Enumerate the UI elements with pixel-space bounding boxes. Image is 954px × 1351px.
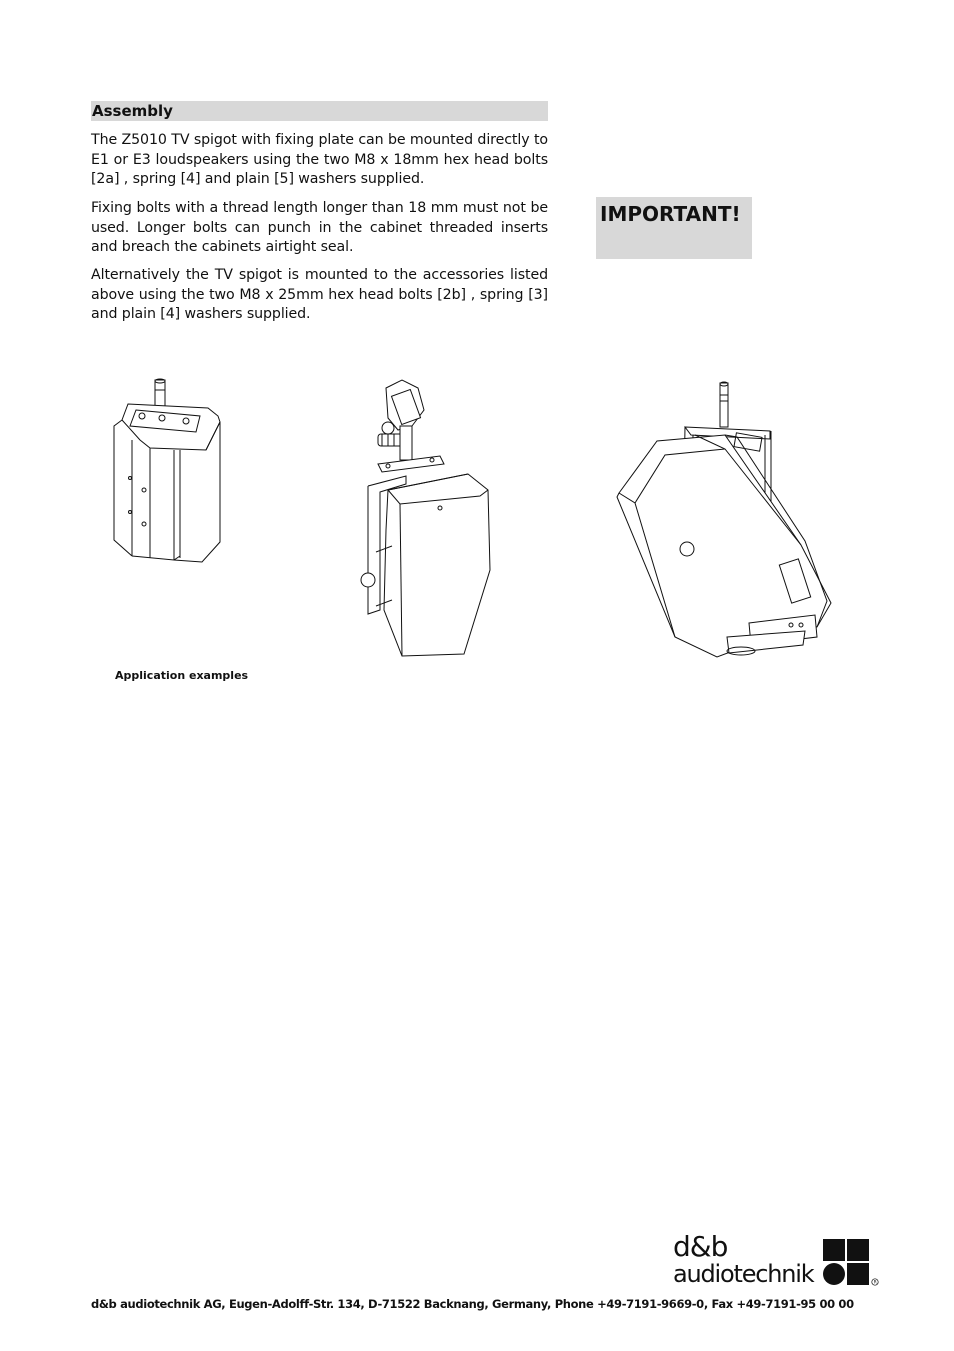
- company-logo-icon: [822, 1238, 880, 1288]
- svg-text:R: R: [873, 1280, 877, 1286]
- footer-address: d&b audiotechnik AG, Eugen-Adolff-Str. 134, D-71522 Backnang, Germany, Phone +49-7191-9669-0, Fax +49-7191-95 00 00: [91, 1297, 854, 1311]
- tilted-loudspeaker-illustration: [605, 375, 840, 670]
- loudspeaker-clamp-bracket-illustration: [340, 370, 500, 660]
- logo-text-db: d&b: [673, 1230, 728, 1263]
- loudspeaker-spigot-illustration: [100, 370, 230, 580]
- logo-text-audiotechnik: audiotechnik: [673, 1260, 814, 1288]
- paragraph-mounting: The Z5010 TV spigot with fixing plate can be mounted directly to E1 or E3 loudspeakers using the two M8 x 18mm hex head bolts [2a] , spring [4] and plain [5] washers supplied.: [91, 132, 548, 187]
- important-label: IMPORTANT!: [600, 202, 741, 226]
- paragraph-alternative-mounting: Alternatively the TV spigot is mounted to the accessories listed above using the two M8 x 25mm hex head bolts [2b] , spring [3] and plain [4] washers supplied.: [91, 267, 548, 322]
- paragraph-bolt-warning: Fixing bolts with a thread length longer than 18 mm must not be used. Longer bolts can punch in the cabinet threaded inserts and breach the cabinets airtight seal.: [91, 200, 548, 255]
- section-title: Assembly: [92, 102, 173, 120]
- figure-caption: Application examples: [115, 669, 249, 682]
